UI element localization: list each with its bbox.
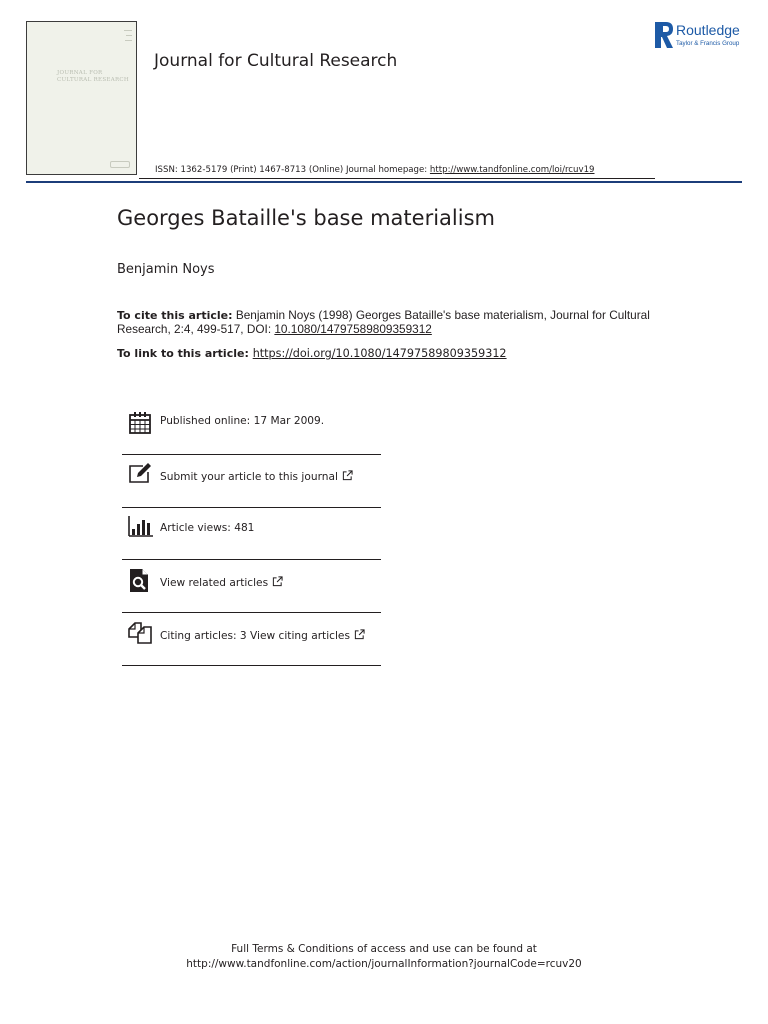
routledge-logo[interactable] [654,20,746,50]
journal-title: Journal for Cultural Research [154,51,398,71]
calendar-icon [127,410,153,436]
cite-doi-link[interactable]: 10.1080/14797589809359312 [274,321,432,336]
link-label: To link to this article: [117,347,253,360]
citing-articles-link[interactable]: Citing articles: 3 View citing articles [160,629,365,642]
submit-article-link[interactable]: Submit your article to this journal [160,470,353,483]
footer-line-1: Full Terms & Conditions of access and use can be found at [231,943,537,955]
article-link-block [117,347,507,360]
routledge-r-icon [654,20,674,50]
header-blue-rule [26,181,742,183]
article-views: Article views: 481 [160,522,255,534]
article-doi-link[interactable]: https://doi.org/10.1080/14797589809359312 [252,347,507,360]
view-related-articles-link[interactable]: View related articles [160,576,283,589]
journal-homepage-link[interactable]: http://www.tandfonline.com/loi/rcuv19 [429,165,595,175]
header-divider [139,178,655,179]
document-search-icon [127,568,153,594]
cover-title: JOURNAL FOR CULTURAL RESEARCH [57,70,130,83]
external-link-icon [342,470,353,481]
terms-footer [0,942,768,971]
info-item-related[interactable] [122,560,381,613]
logo-name: Routledge [676,22,740,38]
citation-block [117,309,677,336]
external-link-icon [354,629,365,640]
journal-cover-thumbnail [26,21,137,175]
footer-terms-link[interactable]: http://www.tandfonline.com/action/journalInformation?journalCode=rcuv20 [186,957,582,970]
info-item-views [122,508,381,560]
article-info-list [122,395,381,666]
cover-publisher-mark [110,161,130,168]
article-author: Benjamin Noys [117,262,215,277]
citing-articles-icon [127,621,153,647]
logo-subtitle: Taylor & Francis Group [676,40,740,47]
cite-text: Benjamin Noys (1998) Georges Bataille's base materialism, Journal for Cultural Research, 2:4, 499-517, DOI: [117,308,650,336]
issn-line [155,165,595,175]
published-date: Published online: 17 Mar 2009. [160,415,325,427]
info-item-submit[interactable] [122,455,381,508]
info-item-citing[interactable] [122,613,381,666]
issn-text: ISSN: 1362-5179 (Print) 1467-8713 (Online) Journal homepage: [155,165,430,175]
external-link-icon [272,576,283,587]
edit-icon [127,461,153,487]
article-title: Georges Bataille's base materialism [117,206,495,230]
bar-chart-icon [127,514,153,540]
info-item-published [122,395,381,455]
cite-label: To cite this article: [117,309,233,322]
